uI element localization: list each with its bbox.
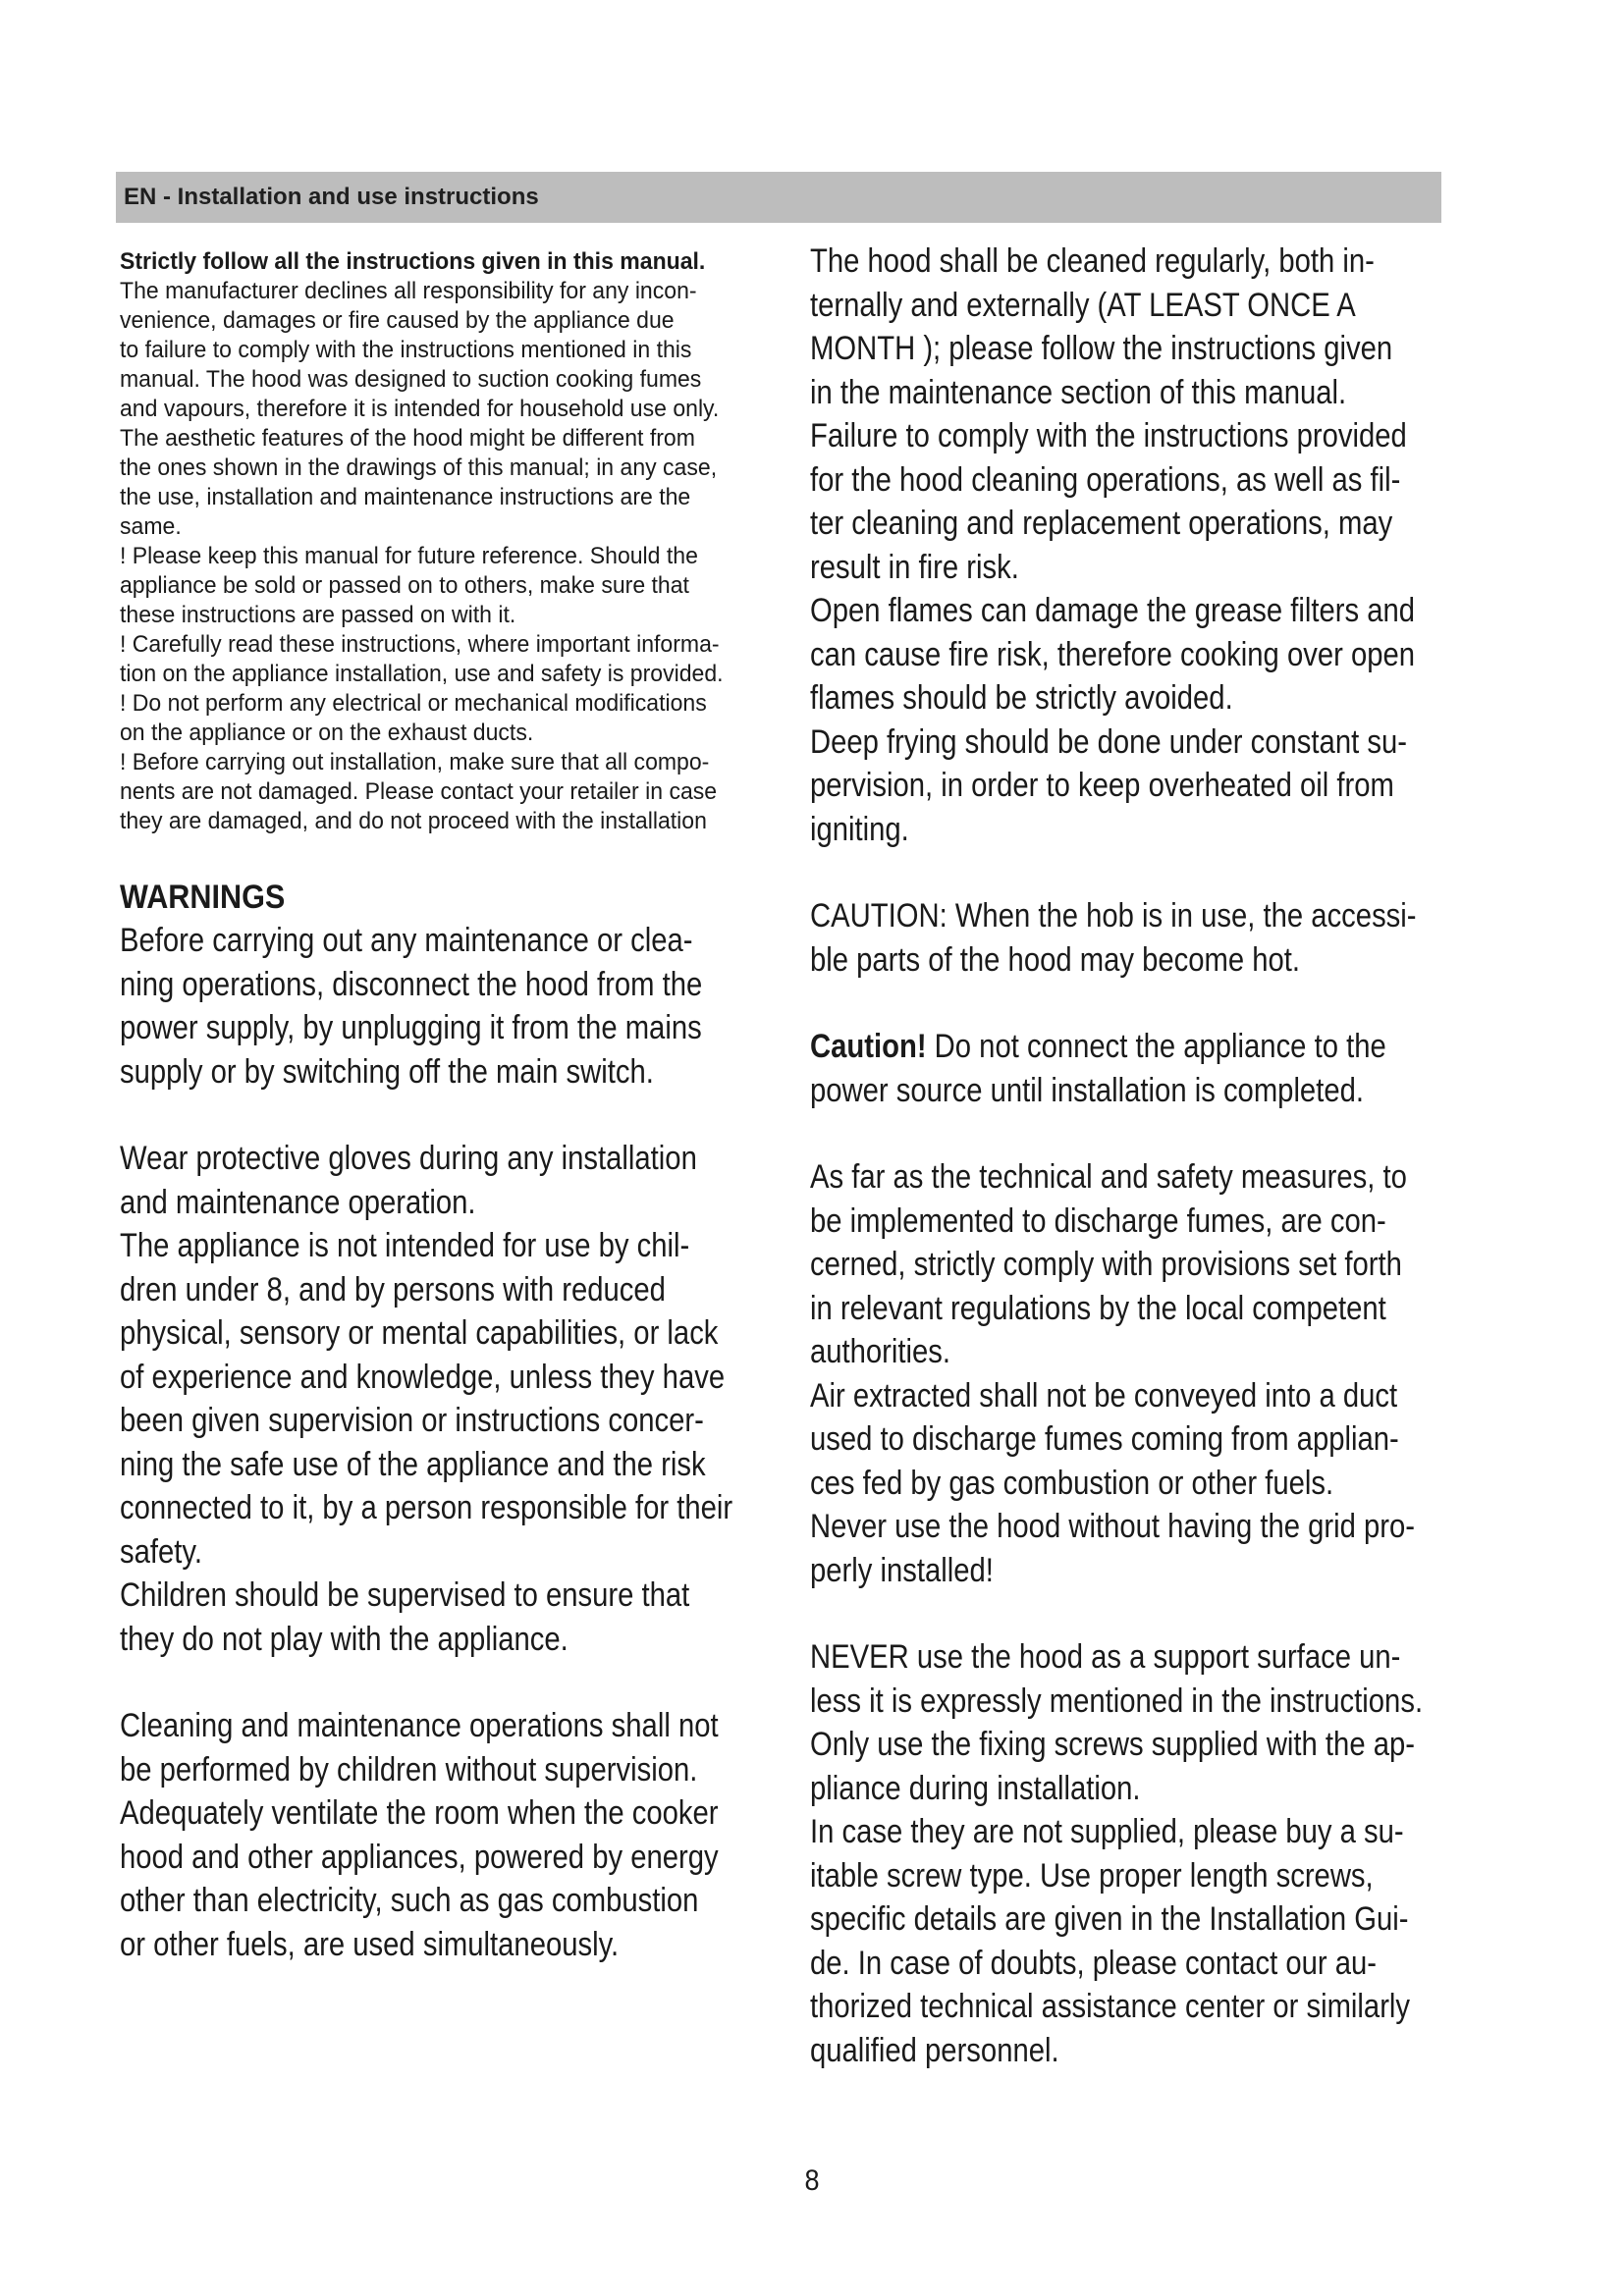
text-line: power supply, by unplugging it from the mains (120, 1009, 702, 1046)
text-line: the ones shown in the drawings of this manual; in any case, (120, 454, 718, 481)
text-line: Failure to comply with the instructions provided (810, 417, 1407, 454)
fumes-paragraph (810, 1155, 1458, 1592)
text-line: physical, sensory or mental capabilities, or lack (120, 1314, 719, 1352)
text-line: specific details are given in the Installation Gui- (810, 1900, 1409, 1938)
text-line: NEVER use the hood as a support surface un- (810, 1638, 1401, 1676)
text-line: less it is expressly mentioned in the instructions. (810, 1682, 1424, 1720)
text-line: result in fire risk. (810, 548, 1019, 586)
text-line: safety. (120, 1532, 202, 1571)
text-line: in the maintenance section of this manual. (810, 373, 1347, 411)
text-line: cerned, strictly comply with provisions set forth (810, 1246, 1402, 1283)
text-line: supply or by switching off the main switch. (120, 1052, 654, 1091)
warnings-body (120, 919, 768, 1966)
text-line: the use, installation and maintenance instructions are the (120, 484, 691, 510)
text-line: ning the safe use of the appliance and the risk (120, 1445, 706, 1483)
text-line: Only use the fixing screws supplied with the ap- (810, 1726, 1415, 1763)
right-column (810, 240, 1458, 2072)
intro-paragraph (120, 277, 768, 836)
text-line: used to discharge fumes coming from applian- (810, 1420, 1399, 1458)
cleaning-paragraph (810, 240, 1458, 851)
text-line: be performed by children without supervision. (120, 1750, 698, 1789)
text-line: MONTH ); please follow the instructions given (810, 330, 1393, 367)
text-line: itable screw type. Use proper length screws, (810, 1856, 1374, 1895)
text-line: they do not play with the appliance. (120, 1620, 568, 1658)
text-line: The aesthetic features of the hood might be different from (120, 425, 695, 452)
caution-text: Do not connect the appliance to the (926, 1028, 1386, 1065)
text-line: been given supervision or instructions concer- (120, 1402, 704, 1439)
text-line (810, 1025, 1458, 1069)
text-line: be implemented to discharge fumes, are con- (810, 1201, 1386, 1240)
section-title: EN - Installation and use instructions (124, 184, 539, 210)
text-line: nents are not damaged. Please contact your retailer in case (120, 778, 718, 805)
section-header-bar (116, 172, 1441, 223)
text-line: in relevant regulations by the local competent (810, 1289, 1386, 1327)
text-line: Before carrying out any maintenance or clea- (120, 922, 693, 959)
text-line: ! Carefully read these instructions, where important informa- (120, 631, 720, 658)
text-line: CAUTION: When the hob is in use, the accessi- (810, 897, 1417, 934)
warning-paragraph (120, 1137, 768, 1661)
warning-paragraph (120, 919, 768, 1094)
text-line: authorities. (810, 1333, 951, 1370)
text-line: ble parts of the hood may become hot. (810, 940, 1301, 979)
left-column (120, 247, 768, 1966)
text-line: for the hood cleaning operations, as well as fil- (810, 460, 1401, 499)
text-line: pliance during installation. (810, 1769, 1141, 1807)
text-line: Children should be supervised to ensure that (120, 1576, 690, 1614)
text-line: Adequately ventilate the room when the cooker (120, 1794, 719, 1832)
text-line: connected to it, by a person responsible for their (120, 1489, 733, 1526)
text-line: Wear protective gloves during any installation (120, 1140, 697, 1177)
text-line: ternally and externally (AT LEAST ONCE A (810, 286, 1356, 324)
text-line: ! Do not perform any electrical or mechanical modifications (120, 690, 707, 717)
warning-paragraph (120, 1704, 768, 1966)
text-line: perly installed! (810, 1551, 994, 1589)
text-line: hood and other appliances, powered by energy (120, 1838, 719, 1876)
intro-section (120, 247, 768, 836)
text-line: ! Before carrying out installation, make sure that all compo- (120, 749, 710, 775)
text-line: they are damaged, and do not proceed with the installation (120, 808, 707, 834)
text-line: Air extracted shall not be conveyed into a duct (810, 1376, 1398, 1415)
page-number: 8 (804, 2164, 820, 2197)
text-line: igniting. (810, 810, 909, 848)
caution-lead: Caution! (810, 1028, 927, 1065)
text-line: and vapours, therefore it is intended for household use only. (120, 396, 720, 422)
warnings-heading: WARNINGS (120, 879, 286, 916)
text-line: Never use the hood without having the grid pro- (810, 1508, 1416, 1545)
text-line: Cleaning and maintenance operations shall not (120, 1707, 719, 1744)
text-line: The appliance is not intended for use by chil- (120, 1227, 690, 1264)
text-line: The hood shall be cleaned regularly, both in- (810, 242, 1375, 280)
text-line: or other fuels, are used simultaneously. (120, 1925, 620, 1963)
text-line: appliance be sold or passed on to others, make sure that (120, 572, 689, 599)
text-line: flames should be strictly avoided. (810, 679, 1233, 717)
text-line: qualified personnel. (810, 2031, 1059, 2069)
text-line: these instructions are passed on with it. (120, 602, 516, 628)
text-line: ces fed by gas combustion or other fuels. (810, 1464, 1334, 1502)
text-line: In case they are not supplied, please buy a su- (810, 1813, 1404, 1850)
intro-lead: Strictly follow all the instructions given in this manual. (120, 248, 706, 275)
text-line: tion on the appliance installation, use and safety is provided. (120, 661, 724, 687)
power-caution-paragraph (810, 1025, 1458, 1112)
text-line: to failure to comply with the instructions mentioned in this (120, 337, 692, 363)
text-line: de. In case of doubts, please contact our au- (810, 1944, 1378, 1982)
text-line: same. (120, 513, 182, 540)
text-line: of experience and knowledge, unless they have (120, 1358, 726, 1396)
screws-paragraph (810, 1635, 1458, 2072)
text-line: power source until installation is completed. (810, 1071, 1364, 1109)
text-line: dren under 8, and by persons with reduced (120, 1270, 666, 1308)
text-line: The manufacturer declines all responsibility for any incon- (120, 278, 697, 304)
text-line: Open flames can damage the grease filters and (810, 592, 1416, 629)
text-line: venience, damages or fire caused by the appliance due (120, 307, 675, 334)
text-line: manual. The hood was designed to suction cooking fumes (120, 366, 702, 393)
text-line: pervision, in order to keep overheated oil from (810, 767, 1394, 804)
text-line: and maintenance operation. (120, 1183, 476, 1221)
text-line: thorized technical assistance center or similarly (810, 1988, 1411, 2025)
text-line: can cause fire risk, therefore cooking over open (810, 635, 1416, 673)
hob-caution-paragraph (810, 894, 1458, 982)
text-line: As far as the technical and safety measures, to (810, 1158, 1407, 1196)
text-line: ! Please keep this manual for future reference. Should the (120, 543, 698, 569)
text-line: ning operations, disconnect the hood from the (120, 965, 703, 1003)
text-line: ter cleaning and replacement operations, may (810, 505, 1393, 542)
text-line: other than electricity, such as gas combustion (120, 1882, 699, 1919)
text-line: on the appliance or on the exhaust ducts. (120, 720, 534, 746)
text-line: Deep frying should be done under constant su- (810, 722, 1407, 761)
